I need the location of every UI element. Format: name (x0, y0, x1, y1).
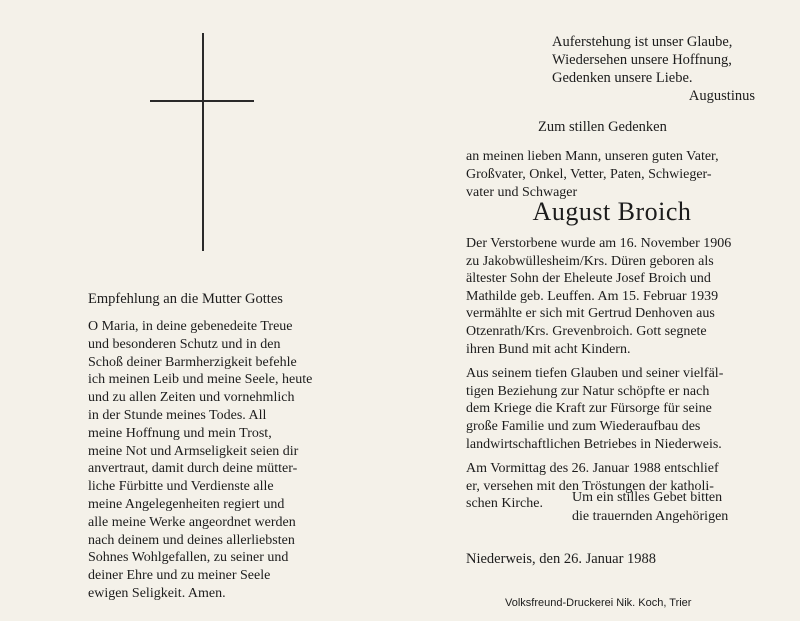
printer-credit: Volksfreund-Druckerei Nik. Koch, Trier (505, 597, 692, 609)
cross-icon-horizontal (150, 100, 254, 102)
dedication-line: Großvater, Onkel, Vetter, Paten, Schwieger- (466, 167, 712, 182)
prayer-line: Sohnes Wohlgefallen, zu seiner und (88, 550, 289, 566)
dedication-text (466, 148, 758, 202)
quote-line: Auferstehung ist unser Glaube, (552, 34, 733, 50)
prayer-text (88, 318, 358, 603)
memorial-heading: Zum stillen Gedenken (538, 119, 667, 135)
biography-line: Der Verstorbene wurde am 16. November 1906 (466, 236, 732, 251)
prayer-line: meine Hoffnung und mein Trost, (88, 425, 272, 441)
dedication-line: an meinen lieben Mann, unseren guten Vater, (466, 149, 719, 164)
biography-line: Am Vormittag des 26. Januar 1988 entschlief (466, 461, 719, 477)
prayer-line: meine Not und Armseligkeit seien dir (88, 443, 299, 459)
prayer-request-line: Um ein stilles Gebet bitten (572, 490, 723, 505)
prayer-line: Schoß deiner Barmherzigkeit befehle (88, 354, 297, 370)
quote-line: Gedenken unsere Liebe. (552, 70, 693, 86)
biography-line: ihren Bund mit acht Kindern. (466, 341, 631, 357)
prayer-line: O Maria, in deine gebenedeite Treue (88, 319, 293, 334)
biography-line: Mathilde geb. Leuffen. Am 15. Februar 1939 (466, 288, 719, 304)
quote-line: Wiedersehen unsere Hoffnung, (552, 52, 732, 68)
prayer-line: nach deinem und deines allerliebsten (88, 532, 295, 548)
prayer-line: deiner Ehre und zu meiner Seele (88, 568, 271, 584)
biography-line: landwirtschaftlichen Betriebes in Niederweis. (466, 436, 722, 452)
prayer-line: und zu allen Zeiten und vornehmlich (88, 390, 295, 406)
biography-line: schen Kirche. (466, 496, 543, 512)
biography-paragraph-1 (466, 235, 758, 358)
biography-line: Otzenrath/Krs. Grevenbroich. Gott segnete (466, 323, 707, 339)
prayer-line: alle meine Werke angeordnet werden (88, 514, 296, 530)
prayer-title: Empfehlung an die Mutter Gottes (88, 291, 283, 307)
deceased-name: August Broich (532, 197, 692, 226)
biography-line: ältester Sohn der Eheleute Josef Broich und (466, 271, 711, 287)
prayer-line: meine Angelegenheiten regiert und (88, 496, 285, 512)
biography-line: er, versehen mit den Tröstungen der katholi- (466, 478, 714, 494)
biography-line: große Familie und zum Wiederaufbau des (466, 418, 701, 434)
biography-line: dem Kriege die Kraft zur Fürsorge für seine (466, 401, 712, 417)
prayer-line: und besonderen Schutz und in den (88, 336, 281, 352)
prayer-request (572, 488, 728, 526)
prayer-line: in der Stunde meines Todes. All (88, 407, 267, 423)
biography (466, 235, 758, 520)
biography-line: tigen Beziehung zur Natur schöpfte er nach (466, 383, 710, 399)
place-and-date: Niederweis, den 26. Januar 1988 (466, 551, 657, 567)
prayer-request-line: die trauernden Angehörigen (572, 509, 729, 524)
quote-author: Augustinus (688, 88, 755, 104)
biography-line: zu Jakobwüllesheim/Krs. Düren geboren als (466, 253, 714, 269)
biography-line: vermählte er sich mit Gertrud Denhoven aus (466, 306, 715, 322)
prayer-line: liche Fürbitte und Verdienste alle (88, 479, 274, 495)
biography-paragraph-2 (466, 365, 758, 453)
cross-icon-vertical (202, 33, 204, 251)
epigraph-quote (552, 33, 762, 105)
biography-line: Aus seinem tiefen Glauben und seiner vielfäl- (466, 366, 724, 382)
prayer-line: anvertraut, damit durch deine mütter- (88, 461, 298, 477)
prayer-line: ewigen Seligkeit. Amen. (88, 585, 226, 601)
dedication-line: vater und Schwager (466, 185, 578, 200)
prayer-line: ich meinen Leib und meine Seele, heute (88, 372, 313, 388)
